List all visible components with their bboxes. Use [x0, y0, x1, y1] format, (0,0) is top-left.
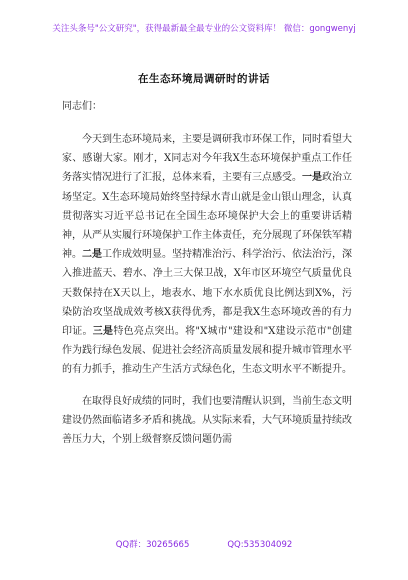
point-one-label: 一是	[302, 172, 322, 184]
footer-qq-number: QQ:535304092	[227, 540, 293, 550]
header-note: 关注头条号"公文研究"，获得最新最全最专业的公文资料库！ 微信：gongwenyj	[52, 24, 356, 34]
paragraph-1	[62, 130, 352, 380]
point-three-label: 三是	[92, 326, 114, 338]
footer-qq-group: QQ群：30265665	[115, 540, 190, 550]
paragraph-1-part-1: 今天到生态环境局来，主要是调研我市环保工作，同时看望大家、感谢大家。刚才，X同志对今年我X生态环境保护重点工作任务落实情况进行了汇报，总体来看，主要有三点感受。	[62, 134, 352, 184]
paragraph-2: 在取得良好成绩的同时，我们也要清醒认识到，当前生态文明建设仍然面临诸多矛盾和挑战。从实际来看，大气环境质量持续改善压力大，个别上级督察反馈问题仍需	[62, 395, 352, 446]
greeting: 同志们：	[62, 101, 102, 112]
point-two-label: 二是	[82, 249, 102, 261]
paragraph-1-part-4: 特色亮点突出。将"X城市"建设和"X建设示范市"创建作为践行绿色发展、促进社会经济高质量发展和提升城市管理水平的有力抓手，推动生产生活方式绿色化，生态文明水平不断提升。	[62, 326, 353, 376]
paragraph-1-part-2: 政治立场坚定。X生态环境局始终坚持绿水青山就是金山银山理念，认真贯彻落实习近平总书记在全国生态环境保护大会上的重要讲话精神，从严从实履行环境保护工作主体责任，充分展现了环保铁军精神。	[62, 172, 352, 261]
paragraph-1-part-3: 工作成效明显。坚持精准治污、科学治污、依法治污，深入推进蓝天、碧水、净土三大保卫战，X年市区环境空气质量优良天数保持在X天以上，地表水、地下水水质优良比例达到X%，污染防治攻坚战成效考核X获得优秀，都是我X生态环境改善的有力印证。	[62, 249, 352, 338]
page-title: 在生态环境局调研时的讲话	[138, 73, 270, 85]
footer-contact	[0, 538, 408, 550]
speech-body	[62, 130, 352, 459]
